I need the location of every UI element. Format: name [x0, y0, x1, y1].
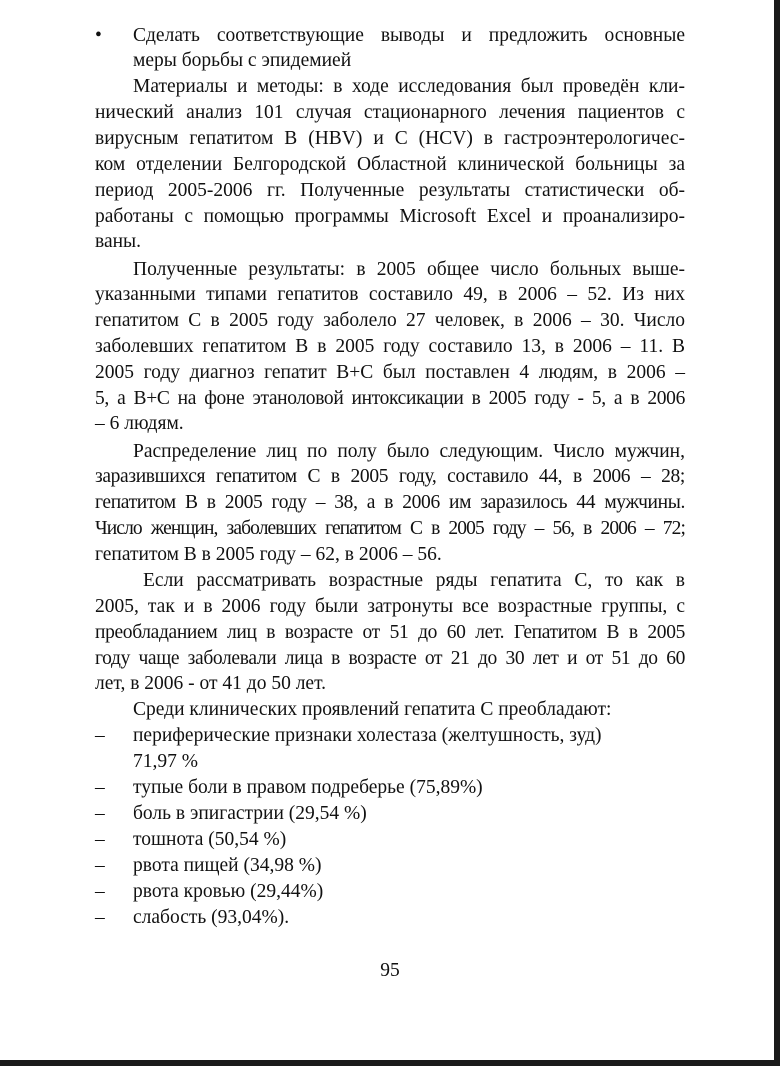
text-line: ваны. [95, 231, 142, 252]
text-line: ком отделении Белгородской Областной клинической больницы за [95, 154, 685, 175]
text-line: гепатитом С в 2005 году заболело 27 человек, в 2006 – 30. Число [95, 310, 685, 331]
text-line: работаны с помощью программы Microsoft Excel и проанализиро- [95, 206, 685, 227]
text-line: меры борьбы с эпидемией [133, 50, 352, 71]
text-line: заболевших гепатитом В в 2005 году составило 13, в 2006 – 11. В [95, 336, 685, 357]
bullet-marker: • [95, 25, 102, 46]
text-line: Материалы и методы: в ходе исследования был проведён кли- [133, 76, 685, 97]
list-item-text: слабость (93,04%). [133, 907, 290, 928]
text-line: указанными типами гепатитов составило 49, в 2006 – 52. Из них [95, 284, 685, 305]
text-line: 2005, так и в 2006 году были затронуты все возрастные группы, с [95, 596, 685, 617]
dash-marker: – [95, 725, 105, 746]
list-item-text: тупые боли в правом подреберье (75,89%) [133, 777, 483, 798]
text-line: преобладанием лиц в возрасте от 51 до 60 лет. Гепатитом В в 2005 [95, 622, 685, 643]
text-line: гепатитом В в 2005 году – 38, а в 2006 им заразилось 44 мужчины. [95, 492, 685, 513]
text-line: вирусным гепатитом В (HBV) и С (HCV) в гастроэнтерологичес- [95, 128, 685, 149]
text-line: гепатитом В в 2005 году – 62, в 2006 – 56. [95, 544, 442, 565]
scan-border-right [774, 0, 780, 1066]
text-line: нический анализ 101 случая стационарного лечения пациентов с [95, 102, 685, 123]
dash-marker: – [95, 881, 105, 902]
dash-marker: – [95, 803, 105, 824]
list-item-text: рвота кровью (29,44%) [133, 881, 324, 902]
dash-marker: – [95, 855, 105, 876]
text-line: Число женщин, заболевших гепатитом С в 2005 году – 56, в 2006 – 72; [95, 518, 685, 539]
scan-border-bottom [0, 1060, 780, 1066]
list-item-text: тошнота (50,54 %) [133, 829, 287, 850]
text-line: Если рассматривать возрастные ряды гепатита С, то как в [143, 570, 685, 591]
text-line: 2005 году диагноз гепатит В+С был поставлен 4 людям, в 2006 – [95, 362, 685, 383]
text-line: лет, в 2006 - от 41 до 50 лет. [95, 673, 327, 694]
list-item-text: периферические признаки холестаза (желтушность, зуд) [133, 725, 602, 746]
text-line: Полученные результаты: в 2005 общее число больных выше- [133, 259, 685, 280]
text-line: Сделать соответствующие выводы и предложить основные [133, 25, 685, 46]
dash-marker: – [95, 829, 105, 850]
text-line: Среди клинических проявлений гепатита С преобладают: [133, 699, 612, 720]
text-line: 5, а В+С на фоне этаноловой интоксикации в 2005 году - 5, а в 2006 [95, 388, 685, 409]
text-line: Распределение лиц по полу было следующим. Число мужчин, [133, 441, 685, 462]
dash-marker: – [95, 907, 105, 928]
list-item-text: 71,97 % [133, 751, 198, 772]
page-number: 95 [380, 960, 400, 981]
text-line: заразившихся гепатитом С в 2005 году, составило 44, в 2006 – 28; [95, 466, 685, 487]
text-line: – 6 людям. [95, 413, 184, 434]
dash-marker: – [95, 777, 105, 798]
list-item-text: рвота пищей (34,98 %) [133, 855, 322, 876]
text-line: период 2005-2006 гг. Полученные результаты статистически об- [95, 180, 685, 201]
list-item-text: боль в эпигастрии (29,54 %) [133, 803, 367, 824]
text-line: году чаще заболевали лица в возрасте от 21 до 30 лет и от 51 до 60 [95, 648, 685, 669]
